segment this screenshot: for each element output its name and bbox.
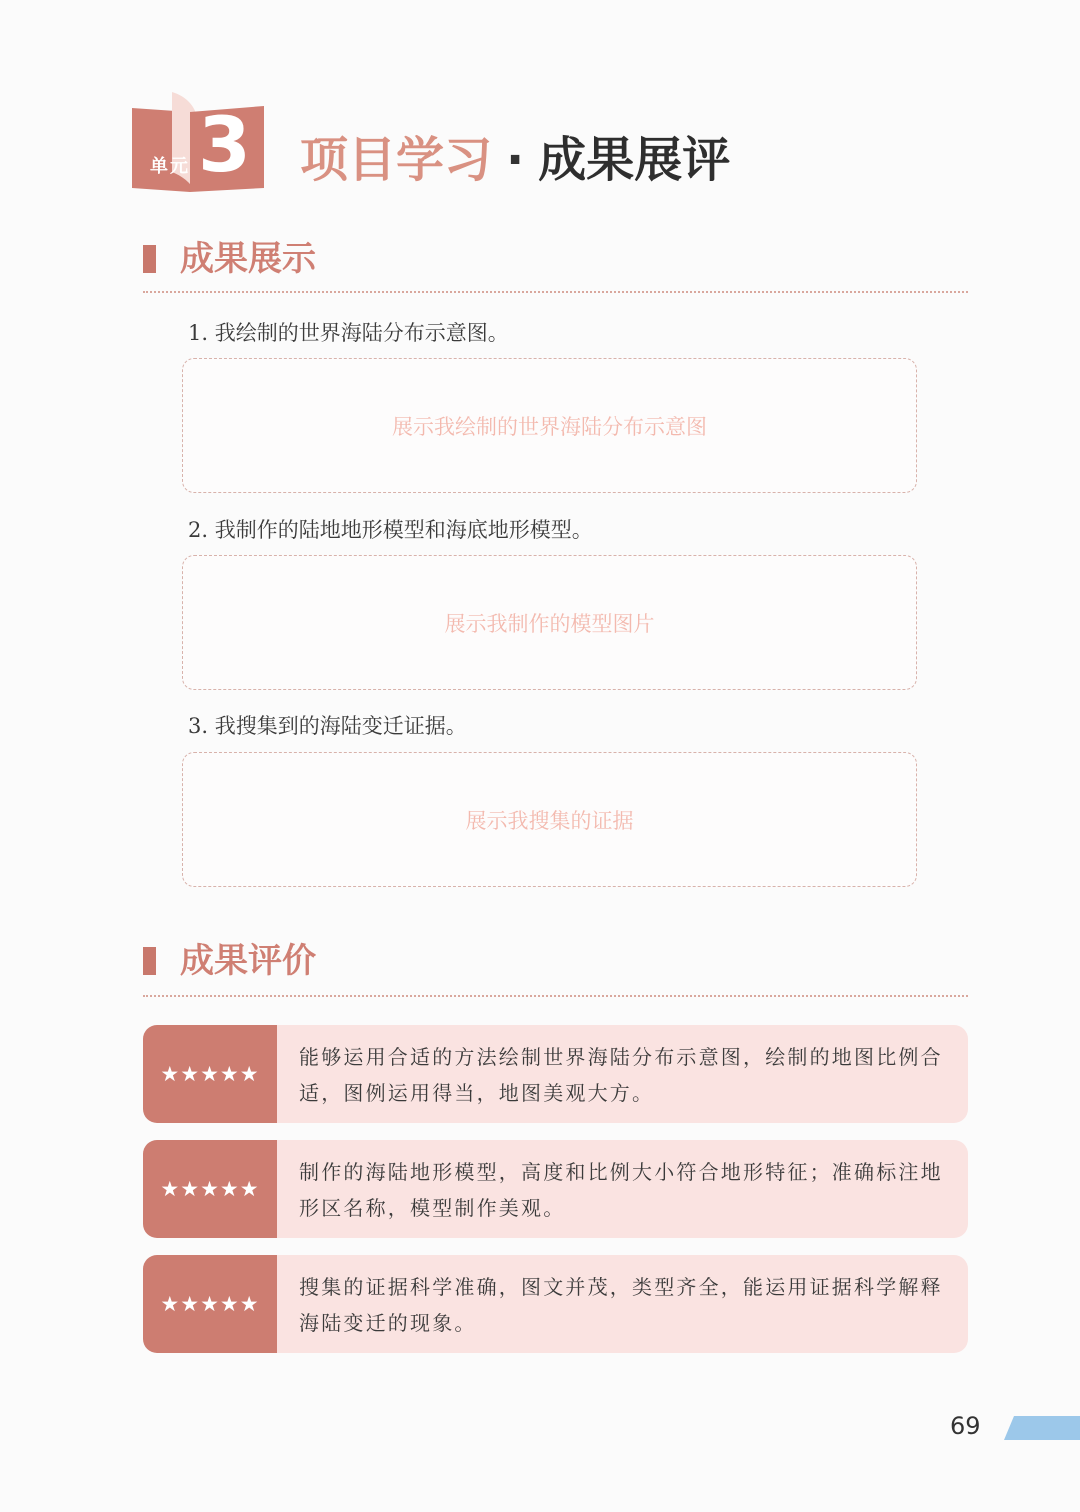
showcase-item-title: 1. 我绘制的世界海陆分布示意图。 [188,321,509,345]
rating-cell[interactable] [143,1140,277,1238]
upload-area-evidence[interactable] [182,752,917,887]
unit-number: 3 [198,100,251,189]
criteria-cell [277,1255,968,1353]
criteria-cell [277,1025,968,1123]
section-marker [143,947,156,975]
page-title [300,128,730,192]
page-title-separator: · [506,132,525,188]
page-tab-decoration [1004,1416,1080,1440]
evaluation-row [143,1025,968,1123]
criteria-line: 搜集的证据科学准确，图文并茂，类型齐全，能运用证据科学解释 [299,1275,943,1299]
placeholder-text: 展示我搜集的证据 [465,808,634,833]
section-title-evaluation: 成果评价 [180,941,316,981]
evaluation-row [143,1140,968,1238]
criteria-cell [277,1140,968,1238]
section-divider [143,995,968,997]
page-title-showcase: 成果展评 [538,132,731,188]
showcase-item-title: 2. 我制作的陆地地形模型和海底地形模型。 [188,518,593,542]
page-title-project: 项目学习 [300,132,493,188]
section-title-showcase: 成果展示 [180,239,316,279]
evaluation-row [143,1255,968,1353]
section-divider [143,291,968,293]
criteria-line: 海陆变迁的现象。 [299,1311,477,1335]
placeholder-text: 展示我绘制的世界海陆分布示意图 [392,414,707,439]
showcase-item-title: 3. 我搜集到的海陆变迁证据。 [188,714,467,738]
criteria-line: 形区名称，模型制作美观。 [299,1196,566,1220]
criteria-line: 制作的海陆地形模型，高度和比例大小符合地形特征；准确标注地 [299,1160,943,1184]
unit-label: 单元 [150,156,190,177]
section-marker [143,245,156,273]
rating-cell[interactable] [143,1255,277,1353]
placeholder-text: 展示我制作的模型图片 [444,611,655,636]
upload-area-models[interactable] [182,555,917,690]
page-number: 69 [950,1412,981,1440]
upload-area-world-map[interactable] [182,358,917,493]
criteria-line: 适，图例运用得当，地图美观大方。 [299,1081,655,1105]
rating-cell[interactable] [143,1025,277,1123]
star-rating-icon: ★★★★★ [160,1062,260,1086]
star-rating-icon: ★★★★★ [160,1177,260,1201]
criteria-line: 能够运用合适的方法绘制世界海陆分布示意图，绘制的地图比例合 [299,1045,943,1069]
star-rating-icon: ★★★★★ [160,1292,260,1316]
